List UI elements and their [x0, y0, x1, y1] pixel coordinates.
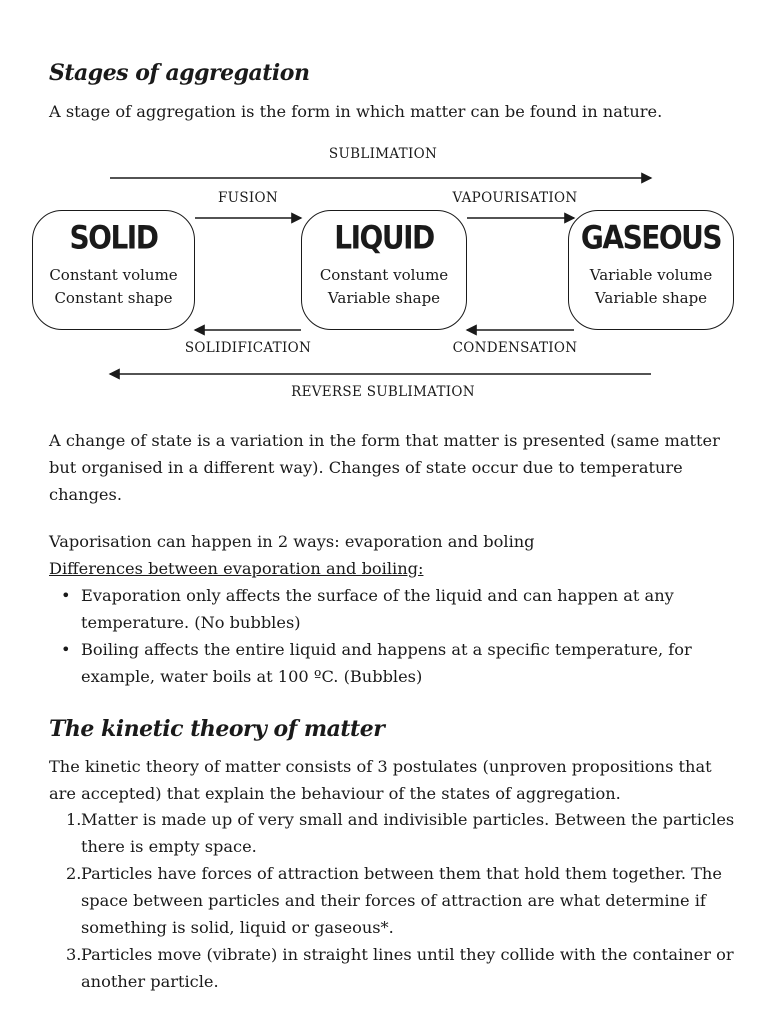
- label-fusion: FUSION: [217, 190, 278, 206]
- intro-paragraph: A stage of aggregation is the form in which matter can be found in nature.: [49, 102, 663, 121]
- label-sublimation: SUBLIMATION: [328, 146, 438, 162]
- vaporisation-paragraph: Vaporisation can happen in 2 ways: evaporation and boling: [49, 532, 535, 551]
- change-of-state-paragraph: A change of state is a variation in the form that matter is presented (same matter but organised in a different way). Changes of state occur due to temperature changes.: [49, 431, 720, 504]
- state-property: Constant volume: [319, 266, 449, 284]
- state-property: Variable shape: [594, 289, 708, 307]
- state-box-gaseous: [568, 210, 734, 330]
- state-box-solid: [32, 210, 195, 330]
- state-name: SOLID: [69, 218, 158, 257]
- list-number: 1.: [66, 810, 82, 829]
- label-vapourisation: VAPOURISATION: [452, 190, 578, 206]
- section-title-stages: Stages of aggregation: [49, 60, 310, 86]
- state-property: Variable volume: [589, 266, 713, 284]
- differences-list: [49, 582, 739, 690]
- label-reverse-sublimation: REVERSE SUBLIMATION: [291, 384, 475, 400]
- list-item: [49, 806, 739, 860]
- state-property: Constant shape: [54, 289, 173, 307]
- label-condensation: CONDENSATION: [452, 340, 578, 356]
- postulate-text: Particles move (vibrate) in straight lines until they collide with the container or another particle.: [81, 945, 734, 991]
- list-number: 3.: [66, 945, 82, 964]
- list-item: [49, 582, 739, 636]
- differences-heading: Differences between evaporation and boiling:: [49, 559, 424, 578]
- bullet-text: Boiling affects the entire liquid and happens at a specific temperature, for example, water boils at 100 ºC. (Bubbles): [81, 640, 692, 686]
- postulates-list: [49, 806, 739, 995]
- state-property: Variable shape: [327, 289, 441, 307]
- postulate-text: Matter is made up of very small and indivisible particles. Between the particles there is empty space.: [81, 810, 735, 856]
- list-item: [49, 860, 739, 941]
- label-solidification: SOLIDIFICATION: [184, 340, 312, 356]
- section-title-kinetic-theory: The kinetic theory of matter: [49, 716, 385, 742]
- state-name: LIQUID: [334, 218, 434, 257]
- state-box-liquid: [301, 210, 467, 330]
- state-name: GASEOUS: [580, 218, 722, 257]
- states-diagram: [0, 140, 768, 410]
- list-number: 2.: [66, 864, 82, 883]
- bullet-text: Evaporation only affects the surface of the liquid and can happen at any temperature. (No bubbles): [81, 586, 674, 632]
- list-item: [49, 941, 739, 995]
- postulate-text: Particles have forces of attraction between them that hold them together. The space between particles and their forces of attraction are what determine if something is solid, liquid or gaseous*.: [81, 864, 722, 937]
- state-property: Constant volume: [49, 266, 178, 284]
- kinetic-intro-paragraph: The kinetic theory of matter consists of 3 postulates (unproven propositions that are accepted) that explain the behaviour of the states of aggregation.: [49, 757, 712, 803]
- list-item: [49, 636, 739, 690]
